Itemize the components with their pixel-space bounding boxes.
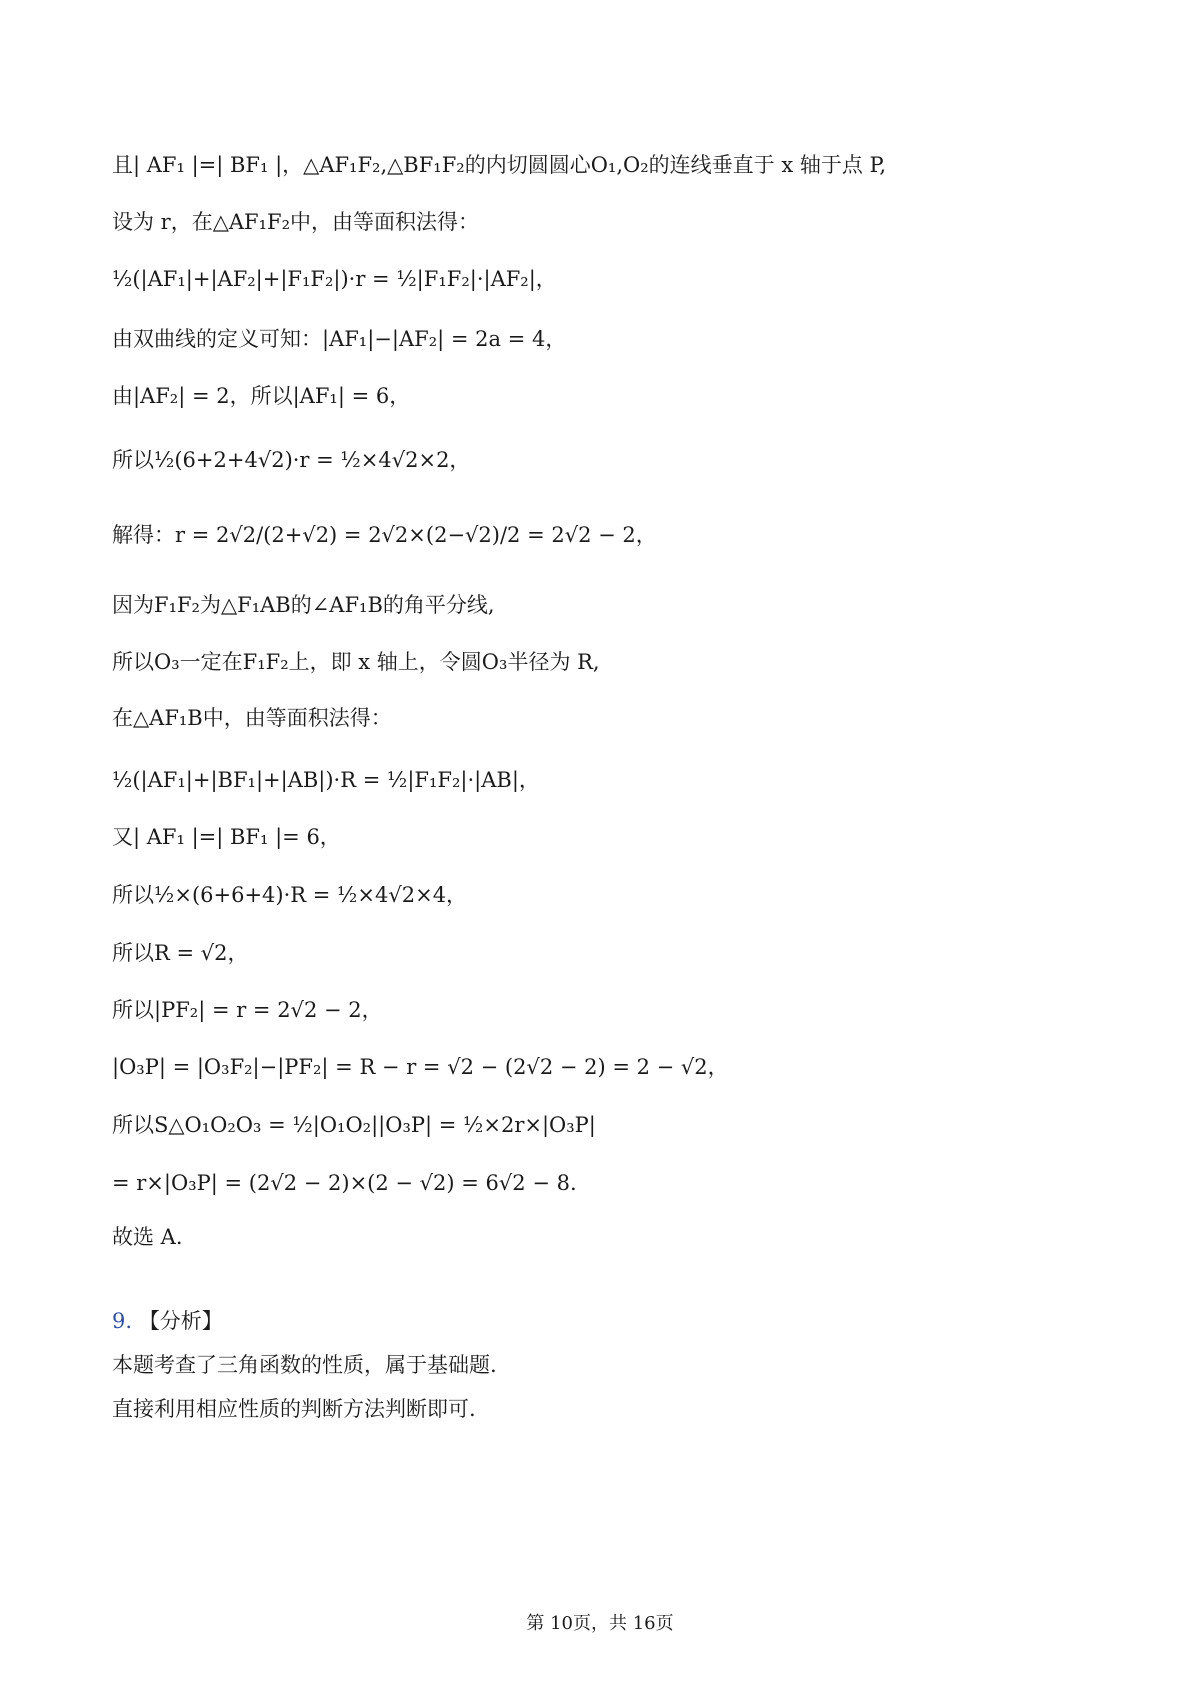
page-footer: 第 10页，共 16页 xyxy=(526,1613,674,1634)
analysis-label: 【分析】 xyxy=(138,1309,223,1333)
solution-line-1: 且| AF₁ |=| BF₁ |，△AF₁F₂,△BF₁F₂的内切圆圆心O₁,O₂的连线垂直于 x 轴于点 P, xyxy=(112,153,887,177)
solution-line-12: 又| AF₁ |=| BF₁ |= 6， xyxy=(112,825,341,849)
solution-line-14: 所以R = √2， xyxy=(112,941,249,965)
question-9-heading xyxy=(112,1306,223,1336)
solution-line-10: 在△AF₁B中，由等面积法得： xyxy=(112,706,392,730)
question-number: 9. xyxy=(112,1309,133,1333)
solution-line-4: 由双曲线的定义可知：|AF₁|−|AF₂| = 2a = 4， xyxy=(112,327,567,351)
formula-substitution-1: 所以½(6+2+4√2)·r = ½×4√2×2， xyxy=(112,448,471,472)
analysis-line-1: 本题考查了三角函数的性质，属于基础题. xyxy=(112,1353,497,1377)
formula-substitution-2: 所以½×(6+6+4)·R = ½×4√2×4， xyxy=(112,883,468,907)
answer-choice: 故选 A. xyxy=(112,1225,183,1249)
formula-solve-r: 解得：r = 2√2/(2+√2) = 2√2×(2−√2)/2 = 2√2 − 2， xyxy=(112,523,657,547)
formula-area-equation-1: ½(|AF₁|+|AF₂|+|F₁F₂|)·r = ½|F₁F₂|·|AF₂|， xyxy=(112,267,557,291)
formula-o3p: |O₃P| = |O₃F₂|−|PF₂| = R − r = √2 − (2√2 − 2) = 2 − √2， xyxy=(112,1055,729,1079)
solution-line-2: 设为 r，在△AF₁F₂中，由等面积法得： xyxy=(112,210,480,234)
analysis-line-2: 直接利用相应性质的判断方法判断即可. xyxy=(112,1397,476,1421)
formula-area-s: 所以S△O₁O₂O₃ = ½|O₁O₂||O₃P| = ½×2r×|O₃P| xyxy=(112,1113,596,1137)
solution-line-9: 所以O₃一定在F₁F₂上，即 x 轴上，令圆O₃半径为 R, xyxy=(112,650,600,674)
formula-area-equation-2: ½(|AF₁|+|BF₁|+|AB|)·R = ½|F₁F₂|·|AB|， xyxy=(112,768,540,792)
solution-line-8: 因为F₁F₂为△F₁AB的∠AF₁B的角平分线, xyxy=(112,593,495,617)
formula-area-result: = r×|O₃P| = (2√2 − 2)×(2 − √2) = 6√2 − 8. xyxy=(112,1171,577,1195)
solution-line-5: 由|AF₂| = 2，所以|AF₁| = 6， xyxy=(112,384,411,408)
solution-line-15: 所以|PF₂| = r = 2√2 − 2， xyxy=(112,998,383,1022)
